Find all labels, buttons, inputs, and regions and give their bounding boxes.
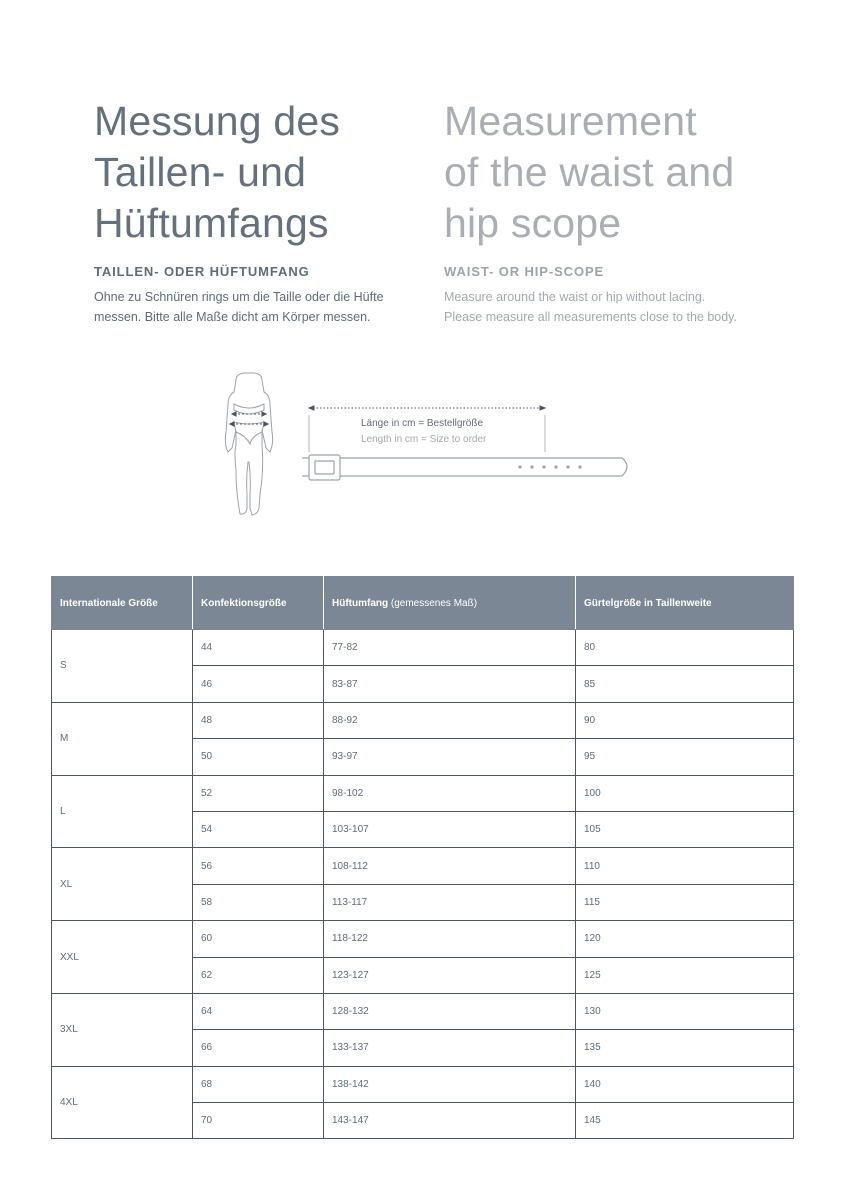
subheading-german: TAILLEN- ODER HÜFTUMFANG [94,264,310,279]
measurement-illustration [0,0,848,540]
confection-size-cell: 66 [193,1030,324,1066]
table-row [52,702,794,738]
length-arrow-icon [309,406,545,452]
subheading-english: WAIST- OR HIP-SCOPE [444,264,605,279]
confection-size-cell: 46 [193,666,324,702]
header-belt-size: Gürtelgröße in Taillenweite [576,577,794,630]
belt-size-cell: 135 [576,1030,794,1066]
length-label-english: Length in cm = Size to order [361,434,487,445]
hip-scope-cell: 98-102 [324,775,576,811]
international-size-cell: M [52,702,193,775]
international-size-cell: 3XL [52,993,193,1066]
confection-size-cell: 60 [193,921,324,957]
hip-scope-cell: 108-112 [324,848,576,884]
hip-scope-cell: 88-92 [324,702,576,738]
desc-en-line-2: Please measure all measurements close to the body. [444,310,737,324]
belt-size-cell: 110 [576,848,794,884]
hip-scope-cell: 103-107 [324,811,576,847]
international-size-cell: 4XL [52,1066,193,1139]
confection-size-cell: 48 [193,702,324,738]
confection-size-cell: 64 [193,993,324,1029]
hip-scope-cell: 123-127 [324,957,576,993]
confection-size-cell: 50 [193,739,324,775]
confection-size-cell: 70 [193,1103,324,1139]
confection-size-cell: 54 [193,811,324,847]
confection-size-cell: 58 [193,884,324,920]
confection-size-cell: 52 [193,775,324,811]
belt-size-cell: 105 [576,811,794,847]
title-de-line-2: Taillen- und [94,149,307,195]
hip-scope-cell: 83-87 [324,666,576,702]
belt-size-cell: 115 [576,884,794,920]
size-table [51,576,794,1139]
table-row [52,848,794,884]
table-row [52,630,794,666]
table-row [52,993,794,1029]
hip-scope-cell: 128-132 [324,993,576,1029]
size-table-header [52,577,794,630]
table-row [52,921,794,957]
international-size-cell: S [52,630,193,703]
title-en-line-3: hip scope [444,200,622,246]
belt-size-cell: 80 [576,630,794,666]
table-row [52,1066,794,1102]
belt-size-cell: 145 [576,1103,794,1139]
hip-scope-cell: 138-142 [324,1066,576,1102]
header-hip-scope [324,577,576,630]
hip-scope-cell: 143-147 [324,1103,576,1139]
belt-size-cell: 85 [576,666,794,702]
desc-de-line-1: Ohne zu Schnüren rings um die Taille oder die Hüfte [94,290,384,304]
hip-scope-cell: 77-82 [324,630,576,666]
international-size-cell: L [52,775,193,848]
belt-size-cell: 100 [576,775,794,811]
title-de-line-1: Messung des [94,98,341,144]
belt-size-cell: 125 [576,957,794,993]
header-hip-main: Hüftumfang [332,597,389,609]
body-figure-icon [225,373,272,515]
header-international-size: Internationale Größe [52,577,193,630]
header-hip-note: (gemessenes Maß) [390,597,478,609]
title-en-line-2: of the waist and [444,149,735,195]
hip-scope-cell: 118-122 [324,921,576,957]
length-label-german: Länge in cm = Bestellgröße [361,418,484,429]
title-de-line-3: Hüftumfangs [94,200,329,246]
hip-scope-cell: 133-137 [324,1030,576,1066]
international-size-cell: XXL [52,921,193,994]
belt-size-cell: 120 [576,921,794,957]
belt-size-cell: 90 [576,702,794,738]
belt-size-cell: 140 [576,1066,794,1102]
confection-size-cell: 62 [193,957,324,993]
header-confection-size: Konfektionsgröße [193,577,324,630]
confection-size-cell: 68 [193,1066,324,1102]
size-table-body [52,630,794,1139]
belt-size-cell: 130 [576,993,794,1029]
table-row [52,775,794,811]
international-size-cell: XL [52,848,193,921]
table-header-row [52,577,794,630]
confection-size-cell: 44 [193,630,324,666]
hip-scope-cell: 93-97 [324,739,576,775]
belt-icon [302,455,627,480]
confection-size-cell: 56 [193,848,324,884]
desc-de-line-2: messen. Bitte alle Maße dicht am Körper messen. [94,310,371,324]
belt-size-cell: 95 [576,739,794,775]
hip-scope-cell: 113-117 [324,884,576,920]
title-en-line-1: Measurement [444,98,697,144]
desc-en-line-1: Measure around the waist or hip without lacing. [444,290,706,304]
